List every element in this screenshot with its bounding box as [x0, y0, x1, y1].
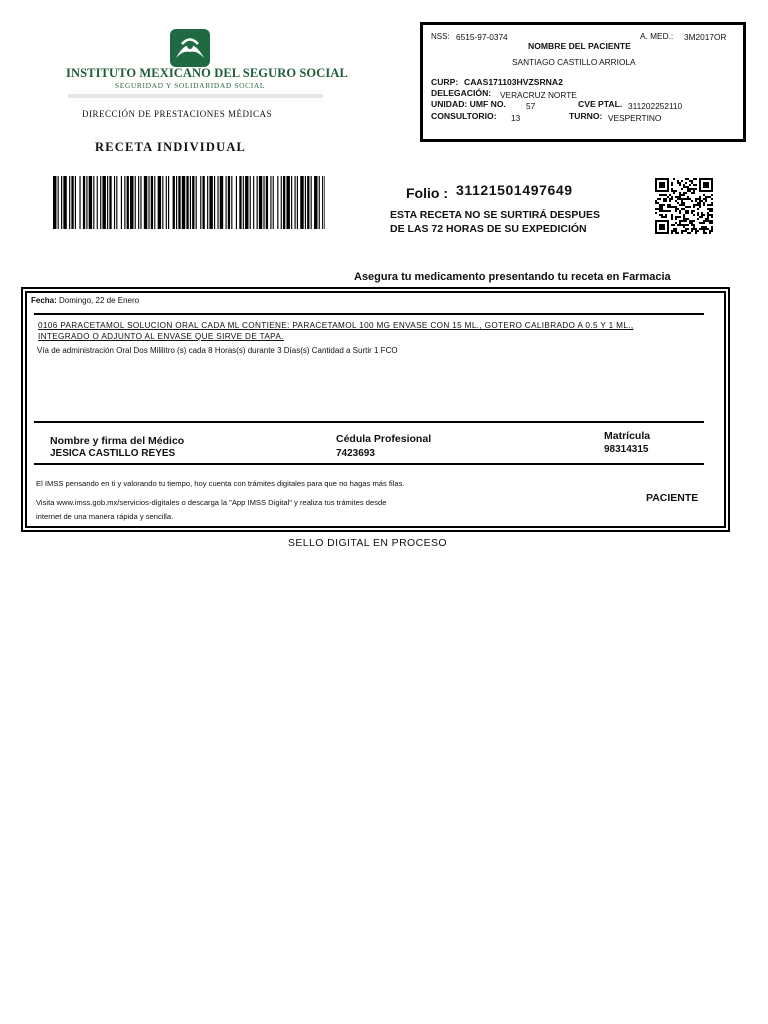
medication-line-1: 0106 PARACETAMOL SOLUCION ORAL CADA ML CONTIENE: PARACETAMOL 100 MG ENVASE CON 15 ML., GOTERO CALIBRADO A 0.5 Y 1 ML., — [38, 321, 634, 330]
divider — [34, 463, 704, 465]
patient-name: SANTIAGO CASTILLO ARRIOLA — [512, 57, 636, 67]
doctor-name: JESICA CASTILLO REYES — [50, 448, 176, 459]
divider — [34, 421, 704, 423]
medication-line-2: INTEGRADO O ADJUNTO AL ENVASE QUE SIRVE DE TAPA. — [38, 332, 284, 341]
nss-value: 6515-97-0374 — [456, 32, 508, 42]
cedula-label: Cédula Profesional — [336, 433, 432, 445]
matricula-value: 98314315 — [604, 444, 649, 455]
matricula-label: Matrícula — [604, 430, 651, 442]
institution-name: INSTITUTO MEXICANO DEL SEGURO SOCIAL — [66, 66, 348, 80]
amed-label: A. MED.: — [640, 31, 674, 41]
medication-description — [38, 320, 633, 342]
curp-value: CAAS171103HVZSRNA2 — [464, 77, 563, 87]
institution-slogan: SEGURIDAD Y SOLIDARIDAD SOCIAL — [114, 81, 266, 90]
pharmacy-notice: Asegura tu medicamento presentando tu receta en Farmacia — [354, 271, 671, 283]
prescription-date — [31, 296, 139, 305]
administration-instructions: Vía de administración Oral Dos Mililitro (s) cada 8 Horas(s) durante 3 Días(s) Cantidad a Surtir 1 FCO — [37, 346, 398, 355]
digital-services-text: El IMSS pensando en ti y valorando tu tiempo, hoy cuenta con trámites digitales para que no hagas más filas. — [36, 479, 405, 488]
expiry-warning-line-2: DE LAS 72 HORAS DE SU EXPEDICIÓN — [390, 223, 587, 235]
date-label: Fecha: — [31, 296, 57, 305]
unidad-value: 57 — [526, 101, 536, 111]
amed-value: 3M2017OR — [684, 32, 727, 42]
barcode — [53, 176, 325, 229]
curp-label: CURP: — [431, 77, 459, 87]
nss-label: NSS: — [431, 32, 450, 41]
document-title: RECETA INDIVIDUAL — [95, 140, 247, 154]
folio-number: 31121501497649 — [456, 182, 573, 198]
direction-title: DIRECCIÓN DE PRESTACIONES MÉDICAS — [82, 109, 273, 119]
patient-info-box — [420, 22, 746, 142]
cve-value: 311202252110 — [628, 101, 683, 111]
digital-services-link-text: Visita www.imss.gob.mx/servicios-digitales o descarga la "App IMSS Digital" y realiza tus trámites desde — [36, 498, 387, 507]
cve-label: CVE PTAL. — [578, 99, 623, 109]
delegacion-label: DELEGACIÓN: — [431, 88, 492, 98]
unidad-label: UNIDAD: UMF NO. — [431, 99, 506, 109]
doctor-signature-label: Nombre y firma del Médico — [50, 435, 185, 447]
turno-value: VESPERTINO — [608, 113, 662, 123]
imss-eagle-logo-icon — [168, 28, 212, 68]
digital-seal-status: SELLO DIGITAL EN PROCESO — [288, 537, 447, 549]
delegacion-value: VERACRUZ NORTE — [500, 90, 577, 100]
folio-label: Folio : — [406, 185, 448, 201]
divider — [34, 313, 704, 315]
digital-services-text-cont: internet de una manera rápida y sencilla. — [36, 512, 174, 521]
header-divider — [68, 94, 323, 98]
qr-code — [655, 178, 713, 234]
consultorio-value: 13 — [511, 113, 521, 123]
copy-label: PACIENTE — [646, 492, 699, 504]
patient-name-label: NOMBRE DEL PACIENTE — [528, 41, 631, 51]
expiry-warning-line-1: ESTA RECETA NO SE SURTIRÁ DESPUES — [390, 209, 601, 221]
turno-label: TURNO: — [569, 111, 603, 121]
consultorio-label: CONSULTORIO: — [431, 111, 497, 121]
date-value: Domingo, 22 de Enero — [59, 296, 140, 305]
expiry-warning — [390, 208, 600, 236]
cedula-value: 7423693 — [336, 448, 375, 459]
